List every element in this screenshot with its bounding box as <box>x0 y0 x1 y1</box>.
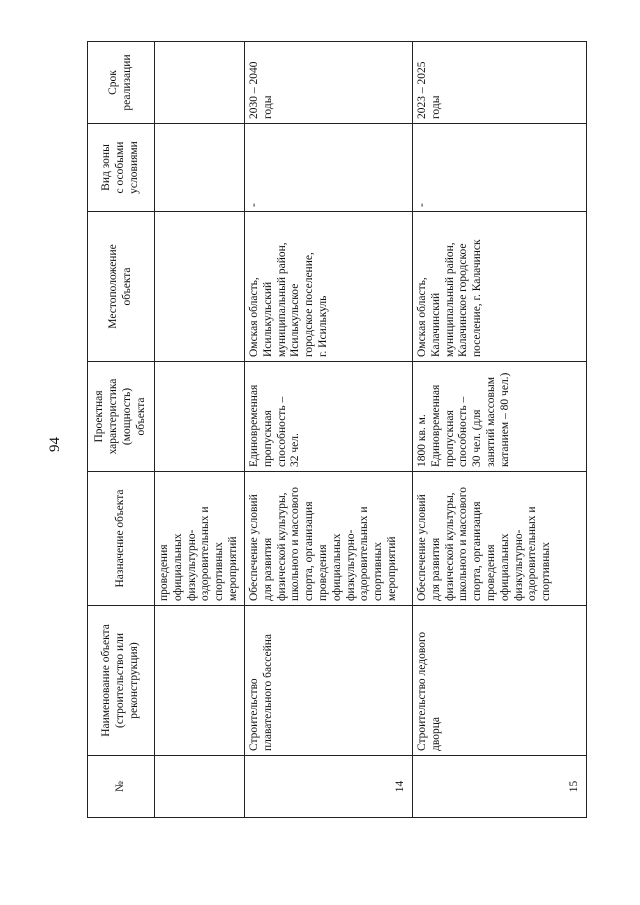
cell-location <box>245 212 413 362</box>
text-line: Калачинское городское <box>457 243 470 357</box>
text-line: Омская область, <box>416 277 428 357</box>
rotated-table-container <box>87 42 581 818</box>
text-line: занятий массовым <box>484 377 497 467</box>
text-line: школьного и массового <box>457 487 470 601</box>
cell-term <box>413 42 587 124</box>
text-line: муниципальный район, <box>275 242 288 357</box>
cell-zone <box>413 124 587 212</box>
cell-term <box>245 42 413 124</box>
text-line: годы <box>261 95 274 119</box>
text-line: 2030 – 2040 <box>248 61 260 119</box>
text-line: Строительство <box>248 678 260 751</box>
text-line: 30 чел. (для <box>471 409 484 467</box>
text-line: мероприятий <box>385 536 398 601</box>
text-line: проведения <box>158 544 170 601</box>
text-line: Обеспечение условий <box>416 494 428 601</box>
text-line: Вид зоны <box>100 144 113 191</box>
table-row <box>245 42 413 818</box>
text-line: плавательного бассейна <box>261 634 274 751</box>
text-line: способность – <box>275 396 288 467</box>
text-line: (строительство или <box>114 632 127 729</box>
text-line: спорта, организация <box>303 501 316 601</box>
text-line: 32 чел. <box>289 433 302 467</box>
header-location <box>88 212 155 362</box>
cell-location <box>413 212 587 362</box>
text-line: катанием – 80 чел.) <box>498 372 511 467</box>
text-line: Омская область, <box>248 277 260 357</box>
text-line: проведения <box>316 544 329 601</box>
cell-term <box>155 42 245 124</box>
text-line: реконструкция) <box>127 642 140 719</box>
text-line: мероприятий <box>226 536 239 601</box>
text-line: оздоровительных и <box>358 506 371 601</box>
cell-num: 14 <box>245 756 413 818</box>
text-line: официальных <box>330 533 343 601</box>
cell-zone <box>155 124 245 212</box>
text-line: объекта <box>134 397 147 436</box>
text-line: физической культуры, <box>275 492 288 601</box>
cell-purpose <box>155 472 245 606</box>
cell-capacity <box>413 362 587 472</box>
text-line: Исилькульское <box>289 283 302 357</box>
text-line: Назначение объекта <box>114 489 127 588</box>
text-line: проведения <box>484 544 497 601</box>
text-line: для развития <box>261 537 274 601</box>
text-line: Строительство ледового <box>416 631 428 751</box>
text-line: № <box>114 781 127 792</box>
text-line: объекта <box>121 267 133 306</box>
text-line: Единовременная <box>429 384 442 467</box>
text-line: Наименование объекта <box>100 624 113 737</box>
text-line: физкультурно- <box>344 529 357 601</box>
text-line: пропускная <box>443 410 456 467</box>
text-line: спортивных <box>540 542 553 601</box>
cell-name <box>245 606 413 756</box>
header-name <box>88 606 155 756</box>
text-line: условиями <box>127 141 140 194</box>
text-line: 1800 кв. м. <box>416 414 428 467</box>
cell-purpose <box>413 472 587 606</box>
header-term <box>88 42 155 124</box>
text-line: Местоположение <box>107 244 120 329</box>
text-line: городское поселение, <box>303 252 316 357</box>
text-line: способность – <box>457 396 470 467</box>
cell-name <box>413 606 587 756</box>
cell-num: 15 <box>413 756 587 818</box>
text-line: дворца <box>429 717 442 751</box>
text-line: Единовременная <box>248 384 260 467</box>
cell-purpose <box>245 472 413 606</box>
text-line: муниципальный район, <box>443 242 456 357</box>
text-line: реализации <box>121 54 133 111</box>
text-line: для развития <box>429 537 442 601</box>
text-line: 2023 – 2025 <box>416 61 428 119</box>
cell-location <box>155 212 245 362</box>
cell-capacity <box>155 362 245 472</box>
text-line: физкультурно- <box>512 529 525 601</box>
text-line: спорта, организация <box>471 501 484 601</box>
text-line: Срок <box>107 70 120 95</box>
header-zone <box>88 124 155 212</box>
text-line: оздоровительных и <box>199 506 212 601</box>
header-num <box>88 756 155 818</box>
table-row <box>413 42 587 818</box>
cell-name <box>155 606 245 756</box>
text-line: Калачинский <box>429 292 442 357</box>
text-line: (мощность) <box>121 387 133 446</box>
table-row <box>155 42 245 818</box>
text-line: с особыми <box>114 141 127 194</box>
text-line: физкультурно- <box>185 529 198 601</box>
text-line: - <box>416 203 428 207</box>
text-line: оздоровительных и <box>526 506 539 601</box>
header-capacity <box>88 362 155 472</box>
text-line: Проектная <box>93 390 106 443</box>
text-line: физической культуры, <box>443 492 456 601</box>
text-line: г. Исилькуль <box>316 295 329 357</box>
header-purpose <box>88 472 155 606</box>
text-line: официальных <box>171 533 184 601</box>
cell-capacity <box>245 362 413 472</box>
text-line: школьного и массового <box>289 487 302 601</box>
text-line: - <box>248 203 260 207</box>
cell-zone <box>245 124 413 212</box>
header-row <box>88 42 155 818</box>
text-line: годы <box>429 95 442 119</box>
text-line: спортивных <box>213 542 226 601</box>
page-number: 94 <box>47 437 63 452</box>
text-line: спортивных <box>372 542 385 601</box>
text-line: поселение, г. Калачинск <box>471 239 484 357</box>
cell-num <box>155 756 245 818</box>
text-line: пропускная <box>261 410 274 467</box>
text-line: характеристика <box>107 378 120 455</box>
text-line: Исилькульский <box>261 281 274 357</box>
objects-table <box>87 41 587 818</box>
text-line: Обеспечение условий <box>248 494 260 601</box>
text-line: официальных <box>498 533 511 601</box>
